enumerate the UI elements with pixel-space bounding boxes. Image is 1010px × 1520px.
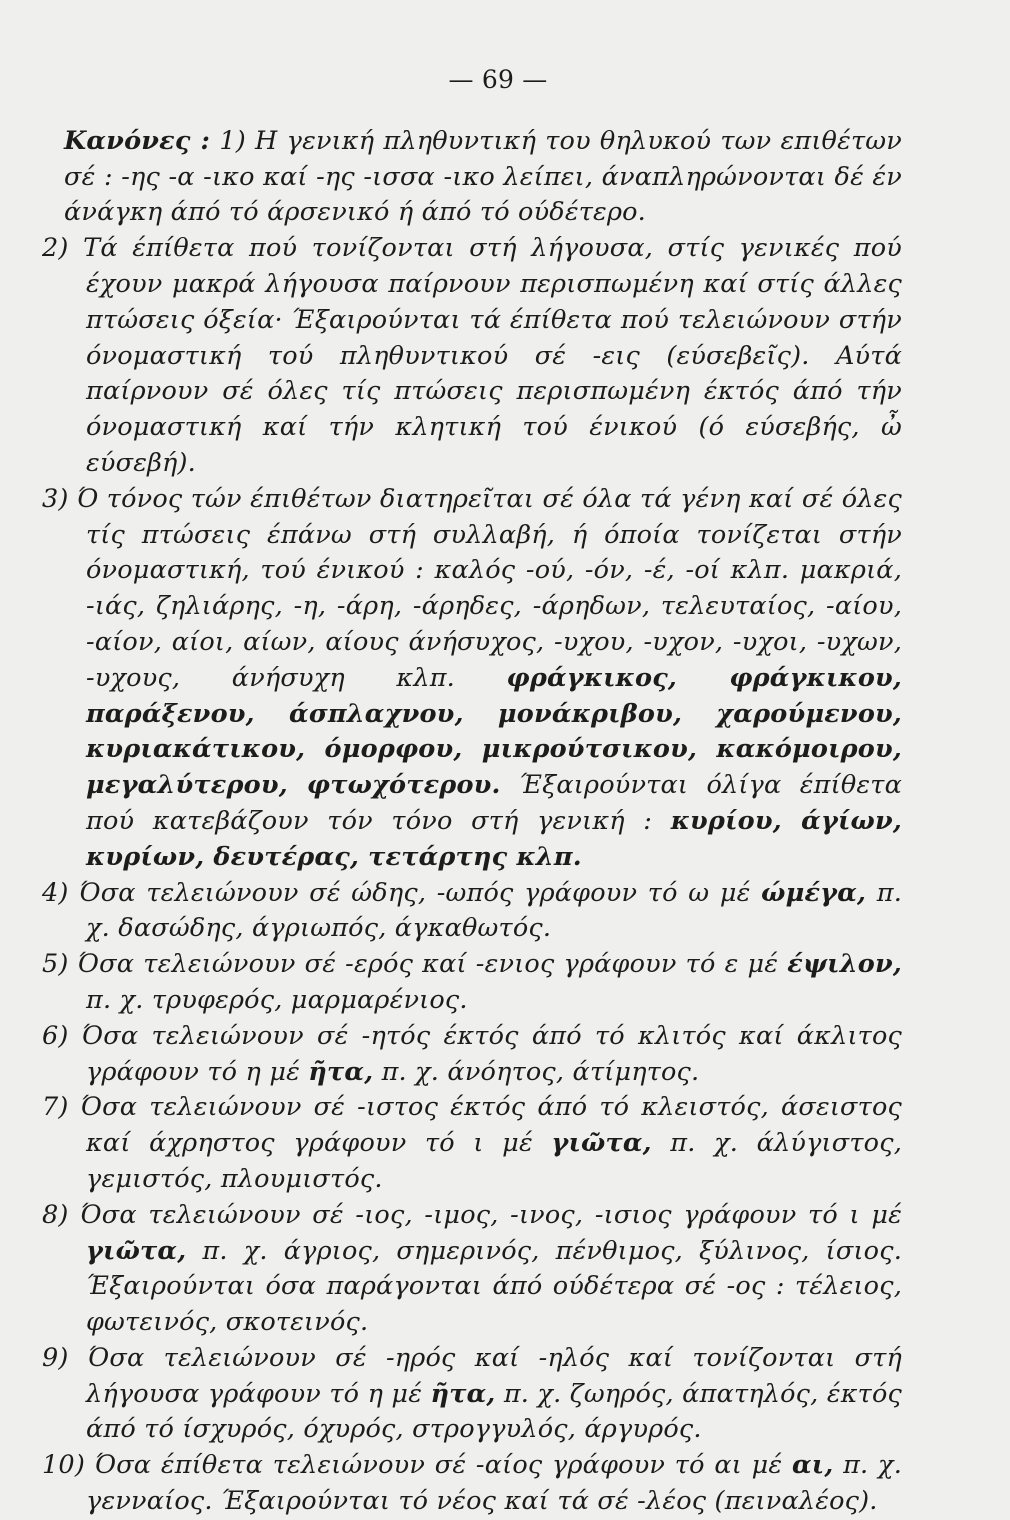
rule-emphasis: ώμέγα, (761, 877, 867, 908)
rule-text: π. χ. άλύγιστος, γεμιστός, πλουμιστός. (86, 1128, 903, 1194)
rule-number: 2) (42, 233, 69, 264)
rule-number: 6) (42, 1020, 69, 1051)
rule-text: Όσα τελειώνουν σέ -ιος, -ιμος, -ινος, -ισιος γράφουν τό ι μέ (80, 1199, 903, 1230)
rule-6 (42, 1019, 902, 1091)
rule-number: 4) (42, 877, 69, 908)
rule-text: Ό τόνος τών έπιθέτων διατηρεῖται σέ όλα τά γένη καί σέ όλες τίς πτώσεις έπάνω στή συλλαβή, ή όποία τονίζεται στήν όνομαστική, τού ένικού : καλός -ού, -όν, -έ, -οί κλπ. μακριά, -ιάς, ζηλιάρης, -η, -άρη, -άρηδες, -άρηδων, τελευταίος, -αίου, -αίον, αίοι, αίων, αίους άνήσυχος, -υχου, -υχον, -υχοι, -υχων, -υχους, άνήσυχη κλπ. (76, 483, 902, 693)
rule-emphasis: γιῶτα, (551, 1128, 652, 1159)
rule-4 (42, 876, 902, 948)
rule-number: 10) (42, 1450, 85, 1481)
rule-emphasis: έψιλον, (787, 949, 902, 980)
rule-emphasis: φράγκικος, φράγκικου, παράξενου, άσπλαχνου, μονάκριβου, χαρούμενου, κυριακάτικου, όμορφου, μικρούτσικου, κακόμοιρου, μεγαλύτερου, φτωχότερου. (86, 662, 902, 801)
rule-text: Όσα έπίθετα τελειώνουν σέ -αίος γράφουν τό αι μέ (94, 1450, 792, 1481)
rule-9 (42, 1341, 902, 1448)
rule-text: Όσα τελειώνουν σέ -ιστος έκτός άπό τό κλειστός, άσειστος καί άχρηστος γράφουν τό ι μέ (80, 1092, 902, 1159)
rules-list (42, 124, 903, 1520)
rule-emphasis: γιῶτα, (86, 1235, 187, 1266)
rule-text: Όσα τελειώνουν σέ -ηρός καί -ηλός καί τονίζονται στή λήγουσα γράφουν τό η μέ (86, 1342, 902, 1409)
rule-number: 3) (42, 483, 69, 514)
rule-number: 7) (42, 1092, 69, 1123)
rule-number: 8) (42, 1199, 69, 1230)
rule-number: 5) (42, 949, 69, 980)
rule-8 (42, 1198, 903, 1341)
rule-emphasis: αι, (791, 1450, 834, 1481)
rule-text: Η γενική πληθυντική του θηλυκού των επιθέτων σέ : -ης -α -ικο καί -ης -ισσα -ικο λείπει, άναπληρώνονται δέ έν άνάγκη άπό τό άρσενικό ή άπό τό ούδέτερο. (64, 125, 902, 228)
rule-1 (64, 124, 902, 231)
rule-text: π. χ. τρυφερός, μαρμαρένιος. (86, 984, 468, 1015)
rule-text: π. χ. δασώδης, άγριωπός, άγκαθωτός. (86, 877, 902, 944)
rule-emphasis: κυρίου, άγίων, κυρίων, δευτέρας, τετάρτης κλπ. (86, 805, 902, 872)
rule-text: π. χ. γενναίος. Έξαιρούνται τό νέος καί τά σέ -λέος (πειναλέος). (86, 1450, 902, 1517)
rule-emphasis: ῆτα, (430, 1378, 496, 1409)
rule-emphasis: ῆτα, (308, 1056, 374, 1087)
rule-3 (42, 482, 902, 876)
rule-number: 9) (42, 1342, 69, 1373)
rule-7 (42, 1090, 903, 1197)
rules-heading: Κανόνες : (64, 125, 211, 156)
rule-number: 1) (219, 125, 246, 156)
rule-text: Όσα τελειώνουν σέ ώδης, -ωπός γράφουν τό ω μέ (79, 877, 762, 908)
page-number: — 69 — (448, 65, 548, 94)
rule-text: π. χ. άγριος, σημερινός, πένθιμος, ξύλινος, ίσιος. Έξαιρούνται όσα παράγονται άπό ούδέτερα σέ -ος : τέλειος, φωτεινός, σκοτεινός. (86, 1235, 902, 1338)
rule-text: π. χ. ζωηρός, άπατηλός, έκτός άπό τό ίσχυρός, όχυρός, στρογγυλός, άργυρός. (86, 1378, 902, 1445)
rule-text: Τά έπίθετα πού τονίζονται στή λήγουσα, στίς γενικές πού έχουν μακρά λήγουσα παίρνουν περισπωμένη καί στίς άλλες πτώσεις όξεία· Έξαιρούνται τά έπίθετα πού τελειώνουν στήν όνομαστική τού πληθυντικού σέ -εις (εύσεβεῖς). Αύτά παίρνουν σέ όλες τίς πτώσεις περισπωμένη έκτός άπό τήν όνομαστική καί τήν κλητική τού ένικού (ό εύσεβής, ὦ εύσεβή). (83, 233, 902, 478)
rule-2 (42, 231, 902, 482)
rule-5 (42, 947, 902, 1019)
rule-text: Όσα τελειώνουν σέ -ερός καί -ενιος γράφουν τό ε μέ (77, 949, 788, 980)
rule-text: π. χ. άνόητος, άτίμητος. (373, 1056, 700, 1087)
rule-10 (42, 1448, 902, 1520)
rule-text: Έξαιρούνται όλίγα έπίθετα πού κατεβάζουν τόν τόνο στή γενική : (86, 770, 902, 836)
rule-text: Όσα τελειώνουν σέ -ητός έκτός άπό τό κλιτός καί άκλιτος γράφουν τό η μέ (81, 1020, 902, 1087)
